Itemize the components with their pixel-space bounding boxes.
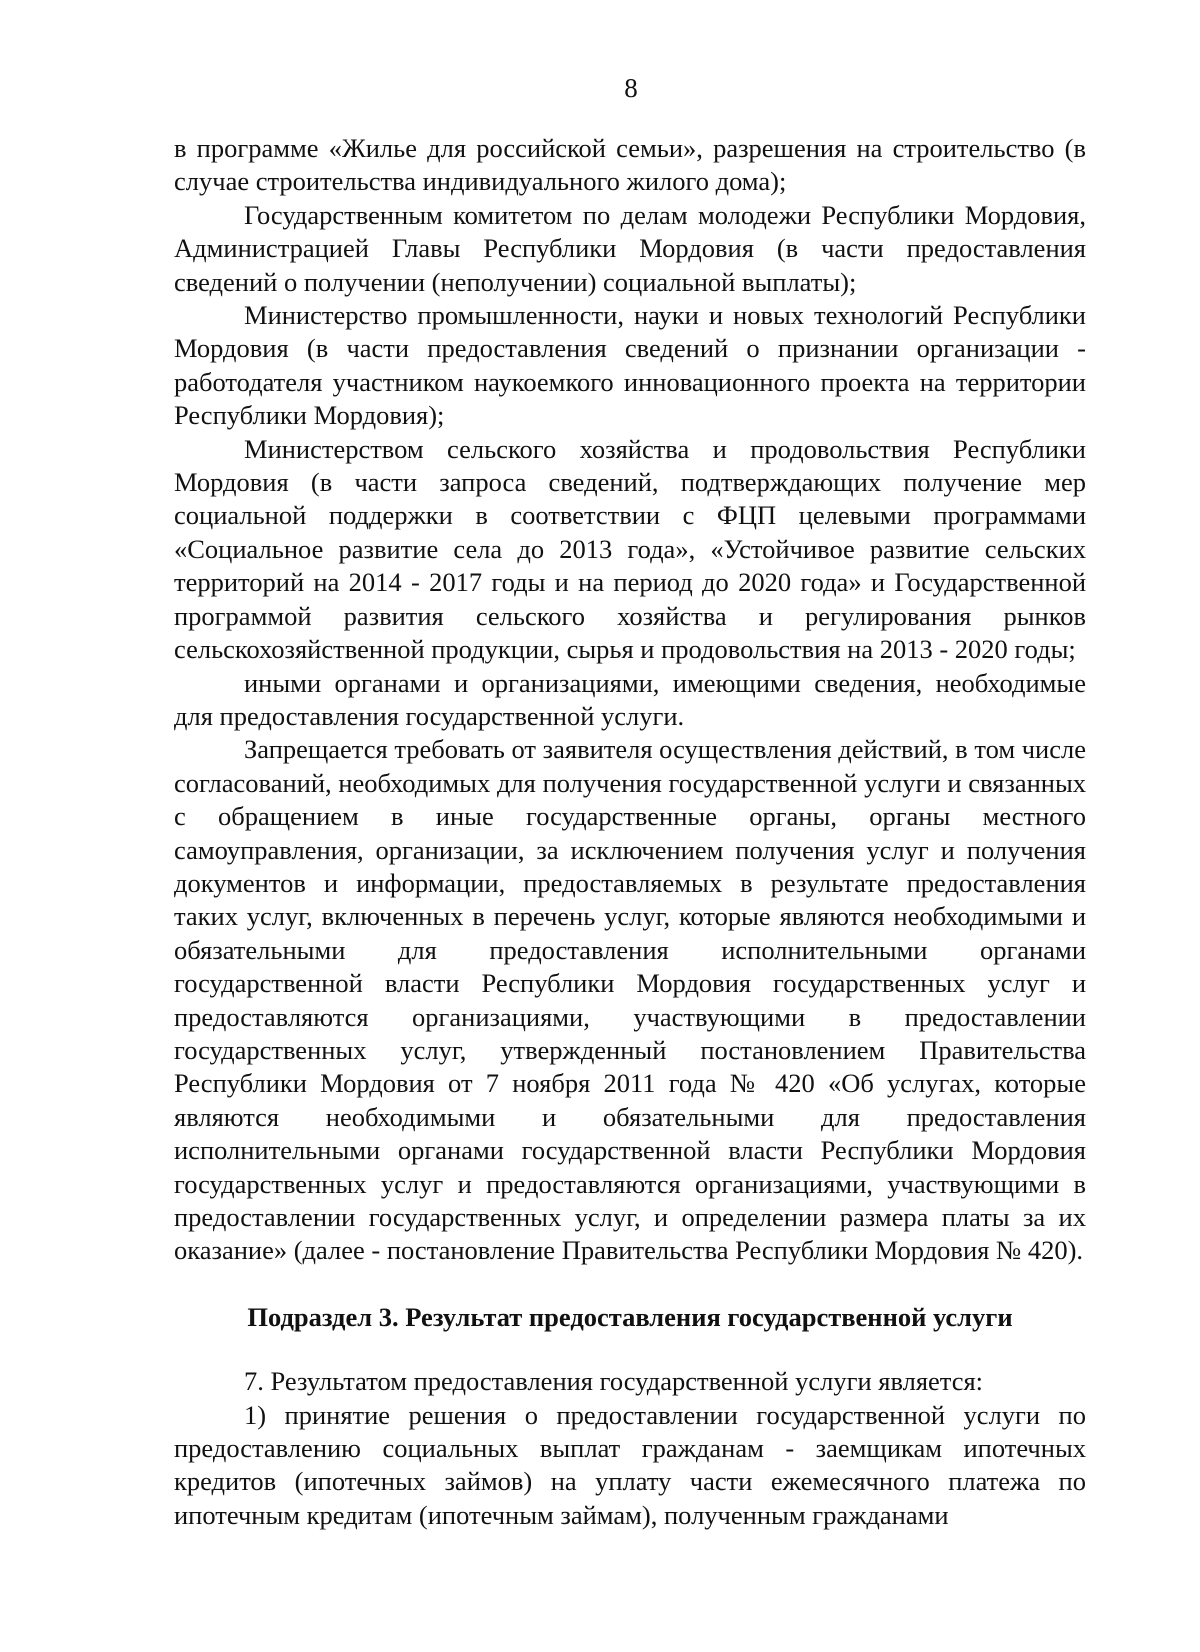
section-item-1: 7. Результатом предоставления государственной услуги является: bbox=[244, 1366, 984, 1397]
paragraph-5: иными органами и организациями, имеющими сведения, необходимые для предоставления государственной услуги. bbox=[174, 667, 1086, 731]
paragraph-4: Министерством сельского хозяйства и продовольствия Республики Мордовия (в части запроса сведений, подтверждающих получение мер социальной поддержки в соответствии с ФЦП целевыми программами «Социальное развитие села до 2013 года», «Устойчивое развитие сельских территорий на 2014 - 2017 годы и на период до 2020 года» и Государственной программой развития сельского хозяйства и регулирования рынков сельскохозяйственной продукции, сырья и продовольствия на 2013 - 2020 годы; bbox=[174, 433, 1086, 665]
page-number: 8 bbox=[624, 73, 638, 103]
paragraph-3: Министерство промышленности, науки и новых технологий Республики Мордовия (в части предоставления сведений о признании организации - работодателя участником наукоемкого инновационного проекта на территории Республики Мордовия); bbox=[174, 300, 1086, 431]
paragraph-6: Запрещается требовать от заявителя осуществления действий, в том числе согласований, необходимых для получения государственной услуги и связанных с обращением в иные государственные органы, органы местного самоуправления, организации, за исключением получения услуг и получения документов и информации, предоставляемых в результате предоставления таких услуг, включенных в перечень услуг, которые являются необходимыми и обязательными для предоставления исполнительными органами государственной власти Республики Мордовия государственных услуг и предоставляются организациями, участвующими в предоставлении государственных услуг, утвержденный постановлением Правительства Республики Мордовия от 7 ноября 2011 года № 420 «Об услугах, которые являются необходимыми и обязательными для предоставления исполнительными органами государственной власти Республики Мордовия государственных услуг и предоставляются организациями, участвующими в предоставлении государственных услуг, и определении размера платы за их оказание» (далее - постановление Правительства Республики Мордовия № 420). bbox=[174, 734, 1086, 1266]
section-item-2: 1) принятие решения о предоставлении государственной услуги по предоставлению социальных выплат гражданам - заемщикам ипотечных кредитов (ипотечных займов) на уплату части ежемесячного платежа по ипотечным кредитам (ипотечным займам), полученным гражданами bbox=[174, 1399, 1086, 1530]
section-heading: Подраздел 3. Результат предоставления государственной услуги bbox=[247, 1301, 1013, 1332]
document-body bbox=[174, 132, 1086, 1532]
paragraph-2: Государственным комитетом по делам молодежи Республики Мордовия, Администрацией Главы Республики Мордовия (в части предоставления сведений о получении (неполучении) социальной выплаты); bbox=[174, 199, 1086, 297]
paragraph-1: в программе «Жилье для российской семьи», разрешения на строительство (в случае строительства индивидуального жилого дома); bbox=[174, 133, 1086, 197]
